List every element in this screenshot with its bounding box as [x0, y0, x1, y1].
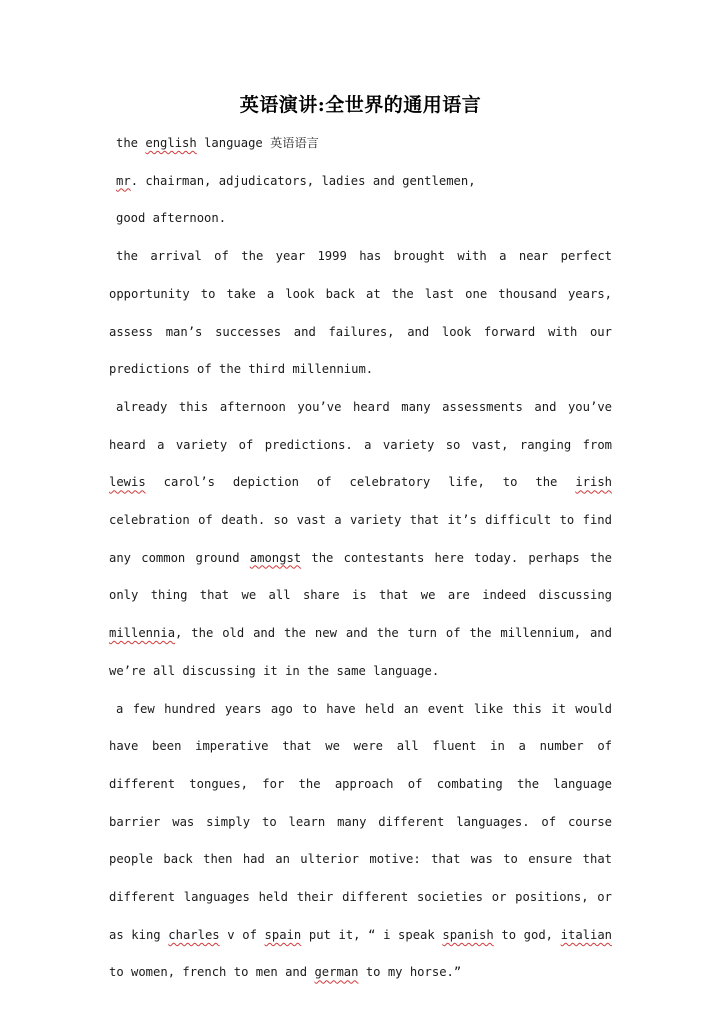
text-segment: good afternoon. [116, 211, 227, 226]
spellcheck-word: irish [575, 475, 612, 490]
text-segment: . chairman, adjudicators, ladies and gentlemen, [130, 173, 476, 188]
paragraph-6 [109, 691, 612, 993]
document-title: 英语演讲:全世界的通用语言 [239, 94, 482, 116]
text-segment: the [116, 136, 146, 150]
paragraph-3 [109, 200, 612, 238]
spellcheck-word: spanish [442, 927, 494, 942]
paragraph-5 [109, 389, 612, 691]
paragraph-4 [109, 238, 612, 389]
text-segment: put it, “ i speak [301, 927, 443, 942]
spellcheck-word: lewis [109, 475, 146, 490]
text-segment: language 英语语言 [196, 136, 319, 150]
text-segment: the arrival of the year 1999 has brought with a near perfect opportunity to take a look back at the last one thousand years, assess man’s successes and failures, and look forward with our predictions of the third millennium. [109, 249, 612, 377]
text-segment: carol’s depiction of celebratory life, to the [145, 475, 576, 490]
spellcheck-word: german [314, 965, 359, 980]
text-segment: to women, french to men and [109, 965, 315, 980]
spellcheck-word: amongst [249, 550, 302, 565]
paragraph-2 [109, 163, 612, 201]
text-segment: to my horse.” [358, 965, 462, 980]
text-segment: celebration of death. so vast a variety that it’s difficult to find any common ground [109, 513, 612, 565]
text-segment: v of [219, 927, 265, 942]
spellcheck-word: millennia [109, 626, 176, 641]
text-segment: the contestants here today. perhaps the only thing that we all share is that we are indeed discussing [109, 550, 613, 603]
spellcheck-word: spain [264, 927, 302, 942]
spellcheck-word: mr [116, 173, 131, 188]
paragraph-1 [109, 125, 612, 163]
text-segment: a few hundred years ago to have held an event like this it would have been imperative that we were all fluent in a number of different tongues, for the approach of combating the language barrier was simply to learn many different languages. of course people back then had an ulterior motive: that was to ensure that different languages held their different societies or positions, or as king [109, 701, 612, 942]
spellcheck-word: charles [168, 927, 220, 942]
text-segment: already this afternoon you’ve heard many assessments and you’ve heard a variety of predictions. a variety so vast, ranging from [109, 399, 612, 452]
document-body [109, 125, 612, 992]
text-segment: , the old and the new and the turn of the millennium, and we’re all discussing it in the same language. [109, 626, 612, 678]
text-segment: to god, [493, 927, 561, 942]
spellcheck-word: italian [560, 927, 613, 942]
spellcheck-word: english [145, 136, 197, 150]
